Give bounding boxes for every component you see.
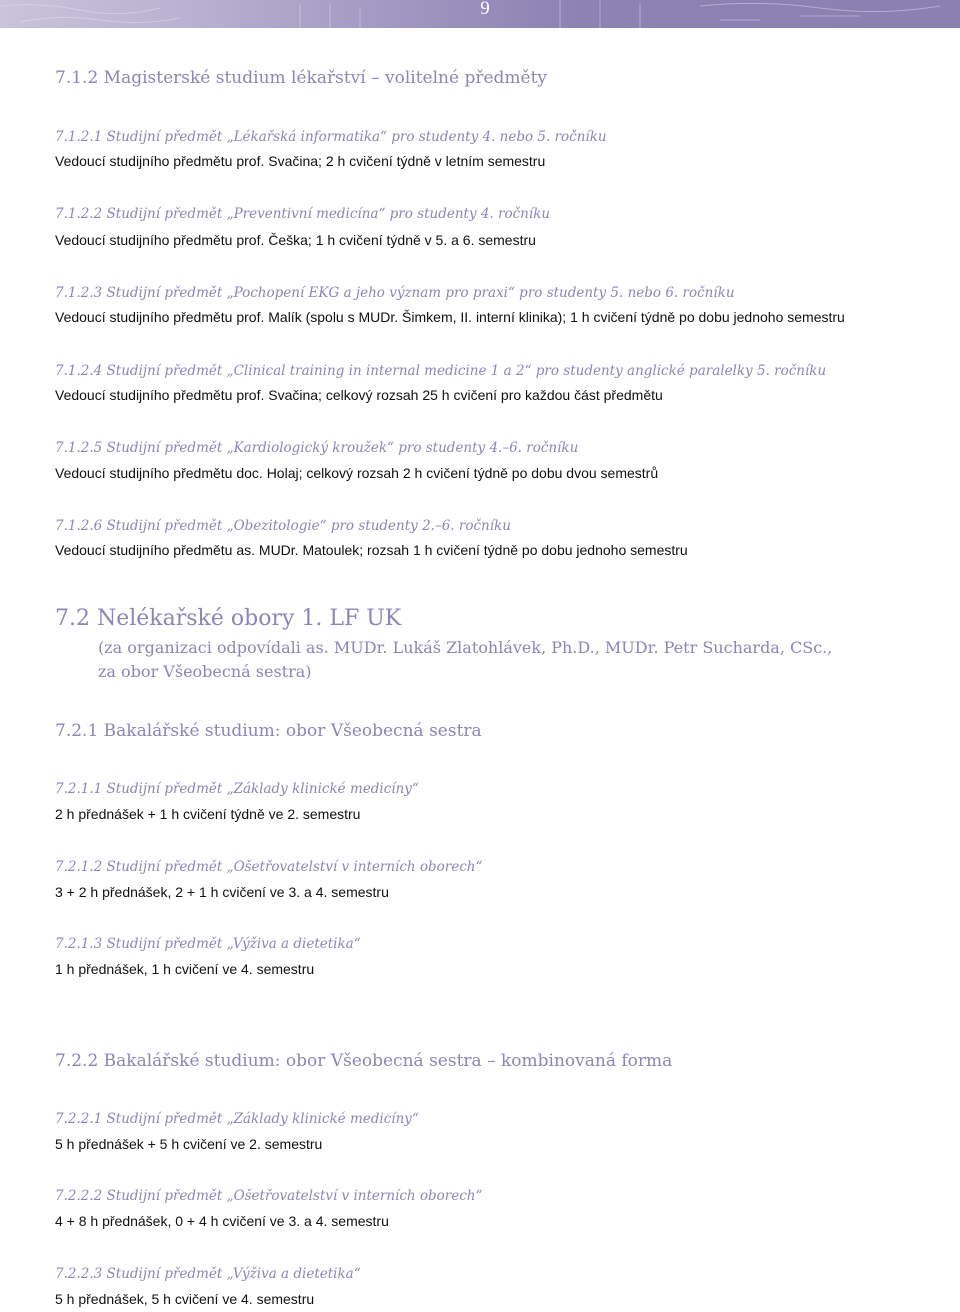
item-title-7-2-2-3: 7.2.2.3 Studijní předmět „Výživa a dietetika“ — [55, 1266, 361, 1282]
section-heading-7-2-1: 7.2.1 Bakalářské studium: obor Všeobecná sestra — [55, 721, 482, 741]
item-desc-7-1-2-1: Vedoucí studijního předmětu prof. Svačina; 2 h cvičení týdně v letním semestru — [55, 153, 546, 169]
section-heading-7-1-2: 7.1.2 Magisterské studium lékařství – volitelné předměty — [55, 68, 548, 88]
item-desc-7-2-2-1: 5 h přednášek + 5 h cvičení ve 2. semestru — [55, 1136, 323, 1152]
chapter-heading-7-2: 7.2 Nelékařské obory 1. LF UK — [55, 606, 402, 631]
item-desc-7-2-1-3: 1 h přednášek, 1 h cvičení ve 4. semestru — [55, 961, 315, 977]
item-desc-7-1-2-3: Vedoucí studijního předmětu prof. Malík (spolu s MUDr. Šimkem, II. interní klinika); 1 h cvičení týdně po dobu jednoho semestru — [55, 309, 845, 325]
item-desc-7-1-2-5: Vedoucí studijního předmětu doc. Holaj; celkový rozsah 2 h cvičení týdně po dobu dvou semestrů — [55, 465, 659, 481]
item-title-7-2-2-2: 7.2.2.2 Studijní předmět „Ošetřovatelství v interních oborech“ — [55, 1188, 483, 1204]
item-title-7-2-2-1: 7.2.2.1 Studijní předmět „Základy klinické medicíny“ — [55, 1111, 419, 1127]
item-desc-7-2-1-2: 3 + 2 h přednášek, 2 + 1 h cvičení ve 3. a 4. semestru — [55, 884, 389, 900]
item-desc-7-1-2-2: Vedoucí studijního předmětu prof. Češka; 1 h cvičení týdně v 5. a 6. semestru — [55, 232, 536, 248]
item-desc-7-2-2-2: 4 + 8 h přednášek, 0 + 4 h cvičení ve 3. a 4. semestru — [55, 1213, 389, 1229]
item-title-7-2-1-3: 7.2.1.3 Studijní předmět „Výživa a dietetika“ — [55, 936, 361, 952]
item-title-7-2-1-2: 7.2.1.2 Studijní předmět „Ošetřovatelství v interních oborech“ — [55, 859, 483, 875]
item-title-7-1-2-6: 7.1.2.6 Studijní předmět „Obezitologie“ pro studenty 2.–6. ročníku — [55, 518, 511, 534]
item-title-7-1-2-1: 7.1.2.1 Studijní předmět „Lékařská informatika“ pro studenty 4. nebo 5. ročníku — [55, 129, 607, 145]
item-desc-7-2-2-3: 5 h přednášek, 5 h cvičení ve 4. semestru — [55, 1291, 315, 1307]
chapter-subtitle-line2: za obor Všeobecná sestra) — [98, 662, 312, 681]
section-heading-7-2-2: 7.2.2 Bakalářské studium: obor Všeobecná sestra – kombinovaná forma — [55, 1051, 673, 1071]
item-title-7-1-2-4: 7.1.2.4 Studijní předmět „Clinical training in internal medicine 1 a 2“ pro studenty anglické paralelky 5. ročníku — [55, 363, 827, 379]
item-title-7-1-2-5: 7.1.2.5 Studijní předmět „Kardiologický kroužek“ pro studenty 4.–6. ročníku — [55, 440, 579, 456]
item-title-7-1-2-3: 7.1.2.3 Studijní předmět „Pochopení EKG a jeho význam pro praxi“ pro studenty 5. nebo 6. ročníku — [55, 285, 735, 301]
header-band — [0, 0, 960, 28]
item-desc-7-1-2-4: Vedoucí studijního předmětu prof. Svačina; celkový rozsah 25 h cvičení pro každou část předmětu — [55, 387, 663, 403]
page-number: 9 — [480, 0, 490, 19]
item-title-7-1-2-2: 7.1.2.2 Studijní předmět „Preventivní medicína“ pro studenty 4. ročníku — [55, 206, 551, 222]
item-desc-7-2-1-1: 2 h přednášek + 1 h cvičení týdně ve 2. semestru — [55, 806, 361, 822]
item-desc-7-1-2-6: Vedoucí studijního předmětu as. MUDr. Matoulek; rozsah 1 h cvičení týdně po dobu jednoho semestru — [55, 542, 688, 558]
chapter-subtitle-line1: (za organizaci odpovídali as. MUDr. Lukáš Zlatohlávek, Ph.D., MUDr. Petr Sucharda, CSc., — [98, 638, 833, 657]
item-title-7-2-1-1: 7.2.1.1 Studijní předmět „Základy klinické medicíny“ — [55, 781, 419, 797]
